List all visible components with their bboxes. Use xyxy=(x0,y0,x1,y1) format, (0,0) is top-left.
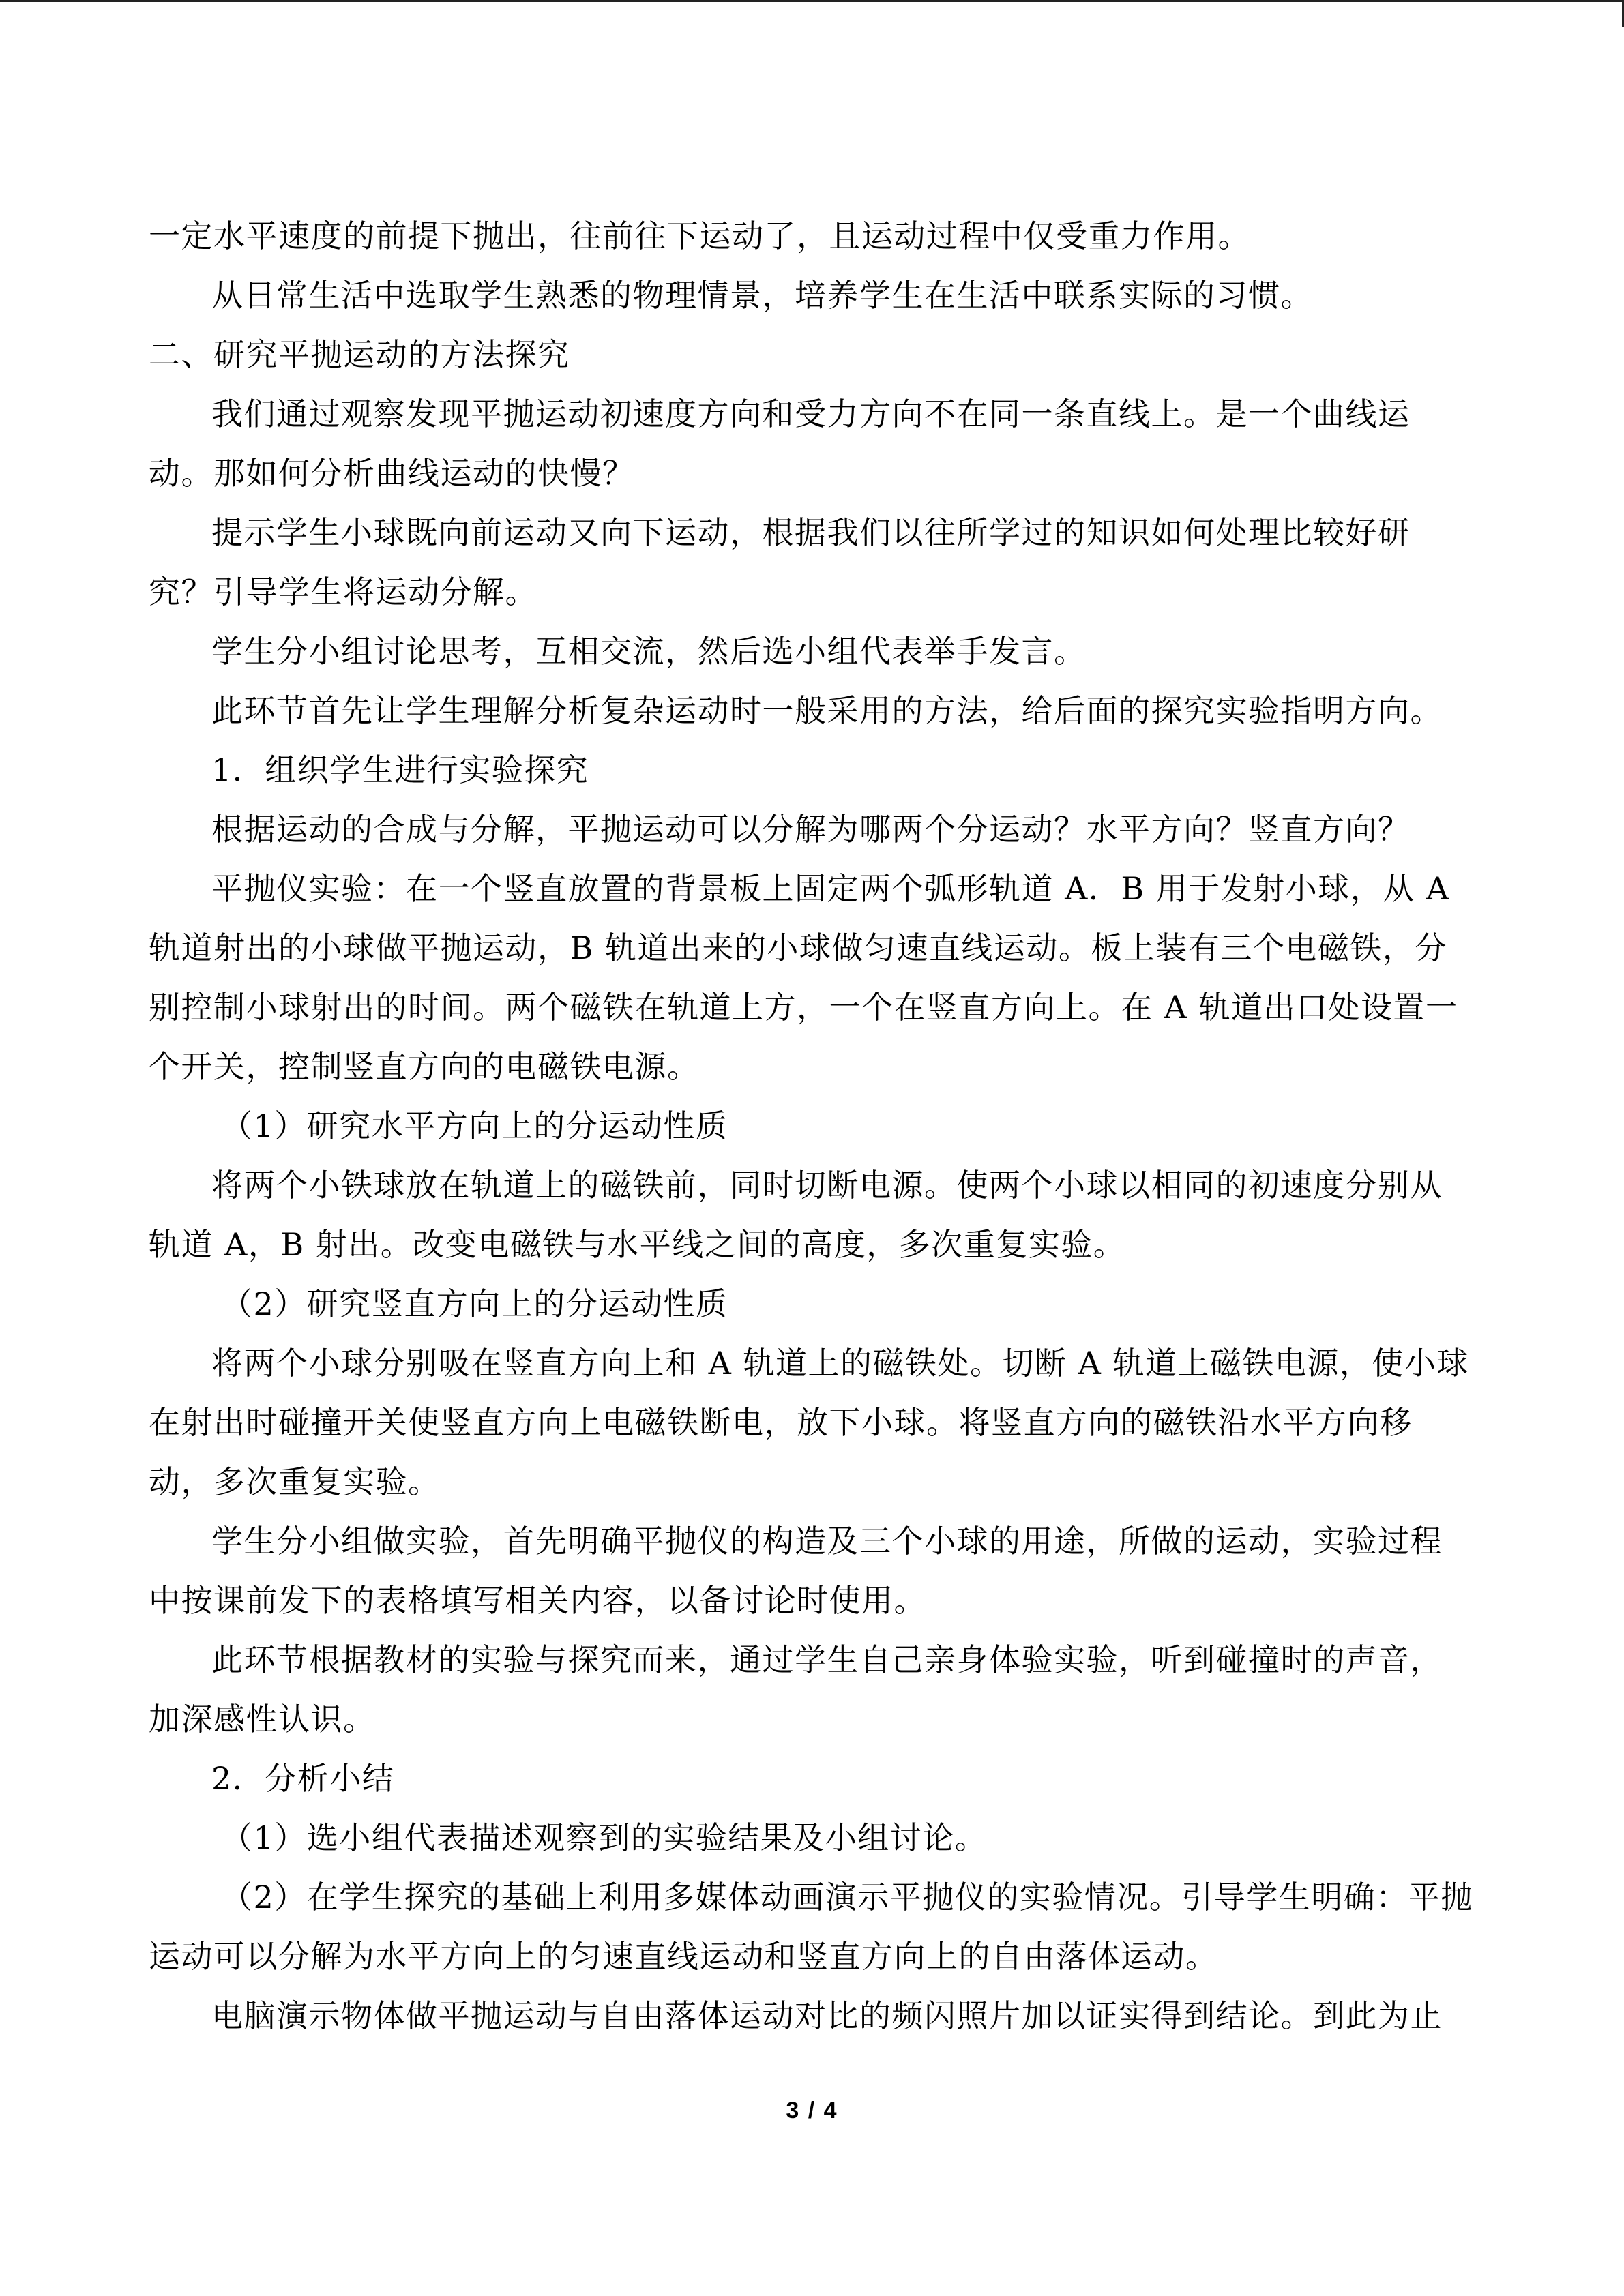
subsection-heading: 1．组织学生进行实验探究 xyxy=(211,751,589,788)
list-item: （2）在学生探究的基础上利用多媒体动画演示平抛仪的实验情况。引导学生明确：平抛 xyxy=(221,1879,1473,1915)
text-line: 轨道 A，B 射出。改变电磁铁与水平线之间的高度，多次重复实验。 xyxy=(149,1226,1126,1263)
text-line: 别控制小球射出的时间。两个磁铁在轨道上方，一个在竖直方向上。在 A 轨道出口处设置一 xyxy=(149,989,1458,1026)
text-line: 从日常生活中选取学生熟悉的物理情景，培养学生在生活中联系实际的习惯。 xyxy=(211,277,1313,314)
text-line: 一定水平速度的前提下抛出，往前往下运动了，且运动过程中仅受重力作用。 xyxy=(149,218,1250,254)
page-number: 3 / 4 xyxy=(786,2098,838,2123)
list-item-heading: （1）研究水平方向上的分运动性质 xyxy=(221,1107,728,1144)
text-line: 此环节首先让学生理解分析复杂运动时一般采用的方法，给后面的探究实验指明方向。 xyxy=(211,692,1443,729)
text-line: 将两个小铁球放在轨道上的磁铁前，同时切断电源。使两个小球以相同的初速度分别从 xyxy=(211,1167,1443,1204)
text-line: 将两个小球分别吸在竖直方向上和 A 轨道上的磁铁处。切断 A 轨道上磁铁电源，使小球 xyxy=(211,1345,1469,1382)
text-line: 个开关，控制竖直方向的电磁铁电源。 xyxy=(149,1048,700,1085)
text-line: 提示学生小球既向前运动又向下运动，根据我们以往所学过的知识如何处理比较好研 xyxy=(211,514,1411,551)
text-line: 我们通过观察发现平抛运动初速度方向和受力方向不在同一条直线上。是一个曲线运 xyxy=(211,396,1411,432)
subsection-heading: 2．分析小结 xyxy=(211,1760,395,1797)
text-line: 电脑演示物体做平抛运动与自由落体运动对比的频闪照片加以证实得到结论。到此为止 xyxy=(211,1997,1443,2034)
text-line: 学生分小组做实验，首先明确平抛仪的构造及三个小球的用途，所做的运动，实验过程 xyxy=(211,1523,1443,1560)
top-border-line xyxy=(0,0,1624,2)
list-item: （1）选小组代表描述观察到的实验结果及小组讨论。 xyxy=(221,1819,988,1856)
text-line: 运动可以分解为水平方向上的匀速直线运动和竖直方向上的自由落体运动。 xyxy=(149,1938,1218,1975)
text-line: 轨道射出的小球做平抛运动，B 轨道出来的小球做匀速直线运动。板上装有三个电磁铁，分 xyxy=(149,929,1447,966)
text-line: 动，多次重复实验。 xyxy=(149,1463,441,1500)
text-line: 中按课前发下的表格填写相关内容，以备讨论时使用。 xyxy=(149,1582,926,1619)
text-line: 平抛仪实验：在一个竖直放置的背景板上固定两个弧形轨道 A．B 用于发射小球，从 A xyxy=(211,870,1450,907)
text-line: 学生分小组讨论思考，互相交流，然后选小组代表举手发言。 xyxy=(211,633,1087,670)
document-body xyxy=(149,207,1475,2046)
text-line: 究？引导学生将运动分解。 xyxy=(149,573,537,610)
text-line: 加深感性认识。 xyxy=(149,1701,376,1738)
list-item-heading: （2）研究竖直方向上的分运动性质 xyxy=(221,1285,728,1322)
text-line: 此环节根据教材的实验与探究而来，通过学生自己亲身体验实验，听到碰撞时的声音， xyxy=(211,1641,1443,1678)
text-line: 动。那如何分析曲线运动的快慢？ xyxy=(149,455,635,492)
text-line: 根据运动的合成与分解，平抛运动可以分解为哪两个分运动？水平方向？竖直方向？ xyxy=(211,811,1411,848)
section-heading: 二、研究平抛运动的方法探究 xyxy=(149,336,570,373)
text-line: 在射出时碰撞开关使竖直方向上电磁铁断电，放下小球。将竖直方向的磁铁沿水平方向移 xyxy=(149,1404,1413,1441)
